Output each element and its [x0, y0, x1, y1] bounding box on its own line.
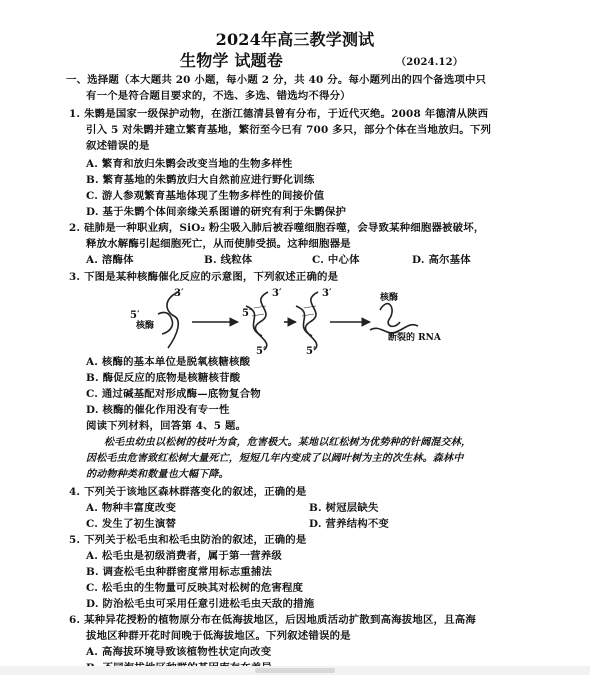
question-2-stem-line2: 释放水解酶引起细胞死亡，从而使肺受损。这种细胞器是: [86, 238, 351, 250]
label-cleaved-rna: 断裂的 RNA: [388, 333, 441, 343]
reading-intro: 阅读下列材料，回答第 4、5 题。: [86, 420, 247, 432]
question-1-option-c: C. 游人参观繁育基地体现了生物多样性的间接价值: [86, 190, 325, 202]
exam-title: 2024年高三教学测试: [215, 30, 375, 49]
question-4-option-b: B. 树冠层缺失: [309, 502, 379, 514]
exam-date: （2024.12）: [396, 57, 464, 68]
horizontal-scrollbar[interactable]: [255, 668, 335, 673]
question-2-option-b: B. 线粒体: [204, 254, 253, 266]
question-5-option-b: B. 调查松毛虫种群密度常用标志重捕法: [86, 566, 273, 578]
ribozyme-strand-1: [158, 312, 173, 334]
question-2-stem: 2. 硅肺是一种职业病，SiO₂ 粉尘吸入肺后被吞噬细胞吞噬，会导致某种细胞器被破坏，: [69, 222, 485, 234]
question-5-option-c: C. 松毛虫的生物量可反映其对松树的危害程度: [86, 582, 304, 594]
ribozyme-reaction-diagram: [118, 286, 458, 354]
question-3-option-a: A. 核酶的基本单位是脱氧核糖核酸: [86, 356, 251, 368]
exam-subtitle: 生物学 试题卷: [180, 51, 283, 70]
released-ribozyme: [380, 304, 400, 327]
label-3-prime-2: 3′: [272, 288, 282, 299]
label-ribozyme-2: 核酶: [380, 293, 399, 303]
question-6-stem: 6. 某种异花授粉的植物原分布在低海拔地区，后因地质活动扩散到高海拔地区，且高海: [69, 614, 476, 626]
question-2-option-a: A. 溶酶体: [86, 254, 134, 266]
label-3-prime-1: 3′: [174, 288, 184, 299]
label-3-prime-3: 3′: [322, 288, 332, 299]
question-5-stem: 5. 下列关于松毛虫和松毛虫防治的叙述，正确的是: [69, 534, 307, 546]
question-3-option-d: D. 核酶的催化作用没有专一性: [86, 404, 230, 416]
cleavage-strand-a: [305, 292, 318, 350]
question-1-option-d: D. 基于朱鹮个体间亲缘关系图谱的研究有利于朱鹮保护: [86, 206, 347, 218]
question-1-stem-line2: 引入 5 对朱鹮并建立繁育基地，繁衍至今已有 700 多只，部分个体在当地放归。下列: [86, 124, 492, 136]
question-4-option-d: D. 营养结构不变: [309, 518, 390, 530]
reading-passage-line3: 的动物种类和数量也大幅下降。: [86, 469, 229, 480]
question-3-option-b: B. 酶促反应的底物是核糖核苷酸: [86, 372, 241, 384]
section-heading: 一、选择题（本大题共 20 小题，每小题 2 分，共 40 分。每小题列出的四个备选项中只: [66, 74, 487, 86]
question-5-option-a: A. 松毛虫是初级消费者，属于第一营养级: [86, 550, 282, 562]
label-5-prime-2: 5′: [242, 308, 252, 319]
reading-passage-line2: 因松毛虫危害致红松树大量死亡，短短几年内变成了以阔叶树为主的次生林。森林中: [86, 453, 464, 464]
cleavage-strand-b: [296, 306, 312, 336]
question-2-option-d: D. 高尔基体: [412, 254, 471, 266]
label-ribozyme-1: 核酶: [136, 321, 155, 331]
question-6-stem-line2: 拔地区种群开花时间晚于低海拔地区。下列叙述错误的是: [86, 630, 351, 642]
question-3-option-c: C. 通过碱基配对形成酶—底物复合物: [86, 388, 261, 400]
question-3-stem: 3. 下图是某种核酶催化反应的示意图，下列叙述正确的是: [69, 271, 339, 283]
question-4-option-a: A. 物种丰富度改变: [86, 502, 177, 514]
question-1-option-a: A. 繁育和放归朱鹮会改变当地的生物多样性: [86, 158, 293, 170]
label-5-prime-3: 5′: [256, 346, 266, 354]
question-4-option-c: C. 发生了初生演替: [86, 518, 177, 530]
question-6-option-a: A. 高海拔环境导致该植物性状定向改变: [86, 646, 272, 658]
question-4-stem: 4. 下列关于该地区森林群落变化的叙述，正确的是: [69, 486, 307, 498]
label-5-prime-4: 5′: [306, 346, 316, 354]
question-2-option-c: C. 中心体: [312, 254, 360, 266]
section-heading-cont: 有一个是符合题目要求的，不选、多选、错选均不得分）: [86, 90, 351, 102]
question-1-stem: 1. 朱鹮是国家一级保护动物，在浙江德清县曾有分布，于近代灭绝。2008 年德清从陕西: [69, 108, 489, 120]
question-1-stem-line3: 叙述错误的是: [86, 140, 150, 152]
label-5-prime-1: 5′: [130, 310, 140, 321]
complex-strand-a: [255, 292, 268, 350]
question-5-option-d: D. 防治松毛虫可采用任意引进松毛虫天敌的措施: [86, 598, 315, 610]
question-1-option-b: B. 繁育基地的朱鹮放归大自然前应进行野化训练: [86, 174, 315, 186]
reading-passage-line1: 松毛虫幼虫以松树的枝叶为食，危害极大。某地以红松树为优势种的针阔混交林，: [104, 437, 472, 448]
